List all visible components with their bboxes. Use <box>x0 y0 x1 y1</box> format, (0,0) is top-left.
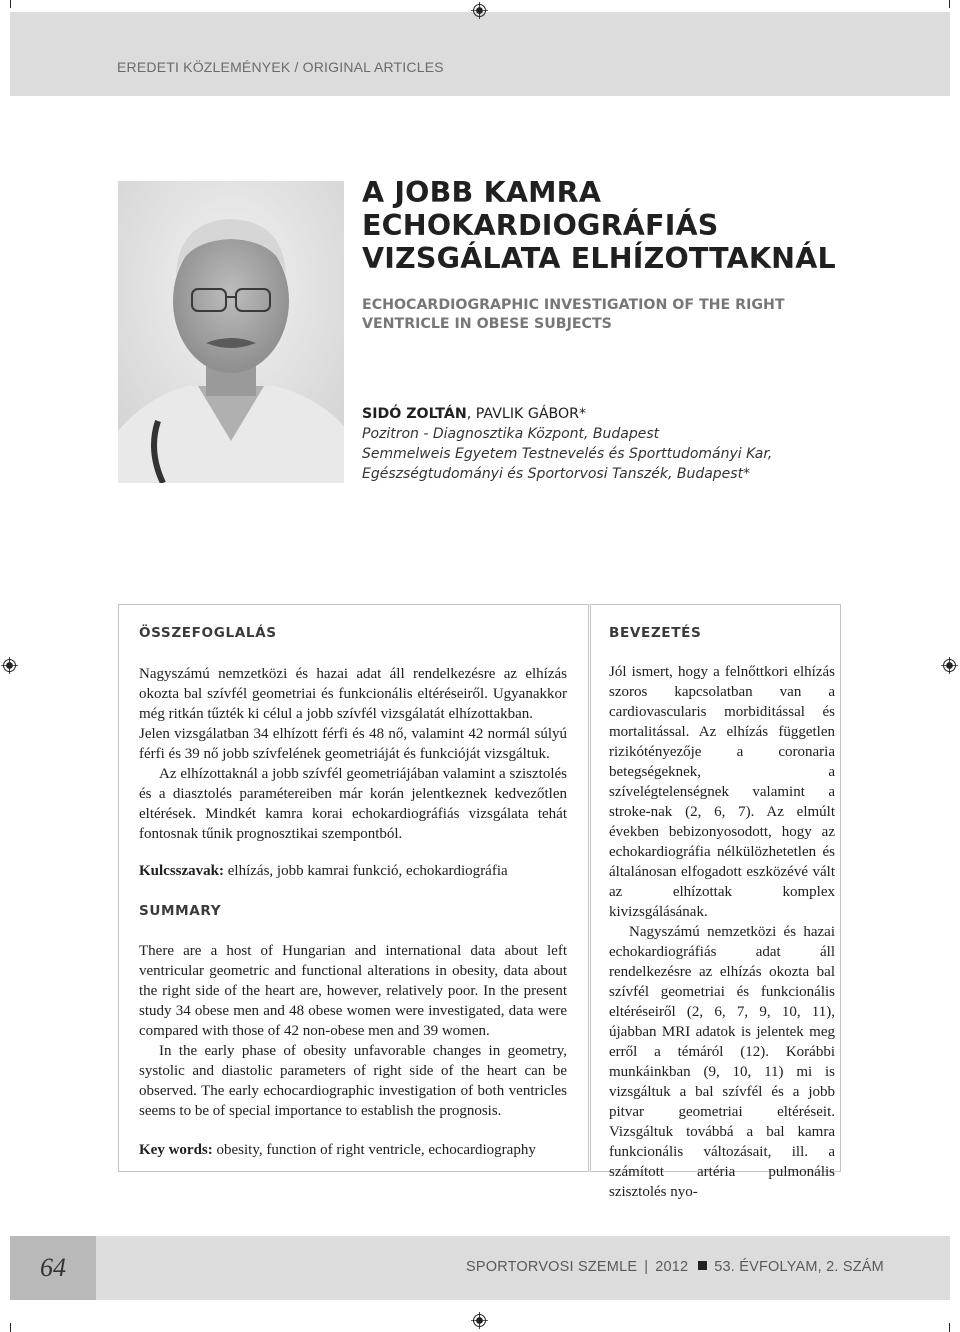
affiliations: Pozitron - Diagnosztika Központ, Budapest Semmelweis Egyetem Testnevelés és Sporttudományi Kar, Egészségtudományi és Sportorvosi Tanszék, Budapest* <box>362 426 773 482</box>
crop-mark <box>10 0 11 8</box>
abstract-hu-heading: ÖSSZEFOGLALÁS <box>139 625 277 641</box>
keywords-hu: Kulcsszavak: elhízás, jobb kamrai funkció, echokardiográfia <box>139 863 508 879</box>
author-photo <box>118 181 344 483</box>
summary-heading: SUMMARY <box>139 903 222 919</box>
page-number: 64 <box>40 1253 66 1282</box>
registration-mark-icon <box>1 657 18 674</box>
header-band <box>10 12 950 96</box>
article-title-hu: A JOBB KAMRA ECHOKARDIOGRÁFIÁS VIZSGÁLATA ELHÍZOTTAKNÁL <box>362 176 836 275</box>
square-bullet-icon <box>698 1261 707 1270</box>
registration-mark-icon <box>471 1312 488 1329</box>
intro-heading: BEVEZETÉS <box>609 625 702 641</box>
summary-text: There are a host of Hungarian and international data about left ventricular geometric and functional alterations in obesity, data about the right side of the heart are, however, relatively poor. In the present study 34 obese men and 48 obese women were investigated, data were compared with those of 42 non-obese men and 39 women. In the early phase of obesity unfavorable changes in geometry, systolic and diastolic parameters of right side of the heart can be observed. The early echocardiographic investigation of both ventricles seems to be of special importance to establish the prognosis. <box>139 943 567 1119</box>
keywords-en: Key words: obesity, function of right ventricle, echocardiography <box>139 1142 536 1158</box>
crop-mark <box>949 0 950 8</box>
crop-mark <box>10 1323 11 1332</box>
registration-mark-icon <box>471 2 488 19</box>
article-title-en: ECHOCARDIOGRAPHIC INVESTIGATION OF THE RIGHT VENTRICLE IN OBESE SUBJECTS <box>362 297 785 332</box>
intro-text: Jól ismert, hogy a felnőttkori elhízás szoros kapcsolatban van a cardiovascularis morbiditással és mortalitással. Az elhízás független rizikótényezője a coronaria betegségeknek, a szívelégtelenségnek valamint a stroke-nak (2, 6, 7). Az elmúlt években bebizonyosodott, hogy az echokardiográfia nélkülözhetetlen és általánosan elfogadott eszközévé vált az elhízottak komplex kivizsgálásának. Nagyszámú nemzetközi és hazai echokardiográfiás adat áll rendelkezésre az elhízás okozta bal szívfél geometriai és funkcionális eltéréseiről (2, 6, 7, 9, 10, 11), újabban MRI adatok is jelentek meg erről a témáról (12). Korábbi munkáinkban (9, 10, 11) mi is vizsgáltuk a bal szívfél és a jobb pitvar geometriai eltéréseit. Vizsgáltuk továbbá a bal kamra funkcionális változásait, ill. a számított artéria pulmonális szisztolés nyo- <box>609 664 835 1200</box>
authors: SIDÓ ZOLTÁN, PAVLIK GÁBOR* <box>362 406 587 422</box>
abstract-hu-text: Nagyszámú nemzetközi és hazai adat áll rendelkezésre az elhízás okozta bal szívfél geometriai és funkcionális eltéréseiről. Ugyanakkor még ritkán tűzték ki célul a jobb szívfél vizsgálatát elhízottakban. Jelen vizsgálatban 34 elhízott férfi és 48 nő, valamint 42 normál súlyú férfi és 39 nő jobb szívfelének geometriáját és funkcióját vizsgáltuk. Az elhízottaknál a jobb szívfél geometriájában valamint a szisztolés és a diasztolés paramétereiben már korán jelentkeznek kedvezőtlen eltérések. Mindkét kamra korai echokardiográfiás vizsgálata tehát fontosnak tűnik prognosztikai szempontból. <box>139 666 567 842</box>
journal-info: SPORTORVOSI SZEMLE | 2012 53. ÉVFOLYAM, 2. SZÁM <box>466 1259 884 1275</box>
section-label: EREDETI KÖZLEMÉNYEK / ORIGINAL ARTICLES <box>117 59 444 75</box>
crop-mark <box>949 1323 950 1332</box>
registration-mark-icon <box>941 657 958 674</box>
